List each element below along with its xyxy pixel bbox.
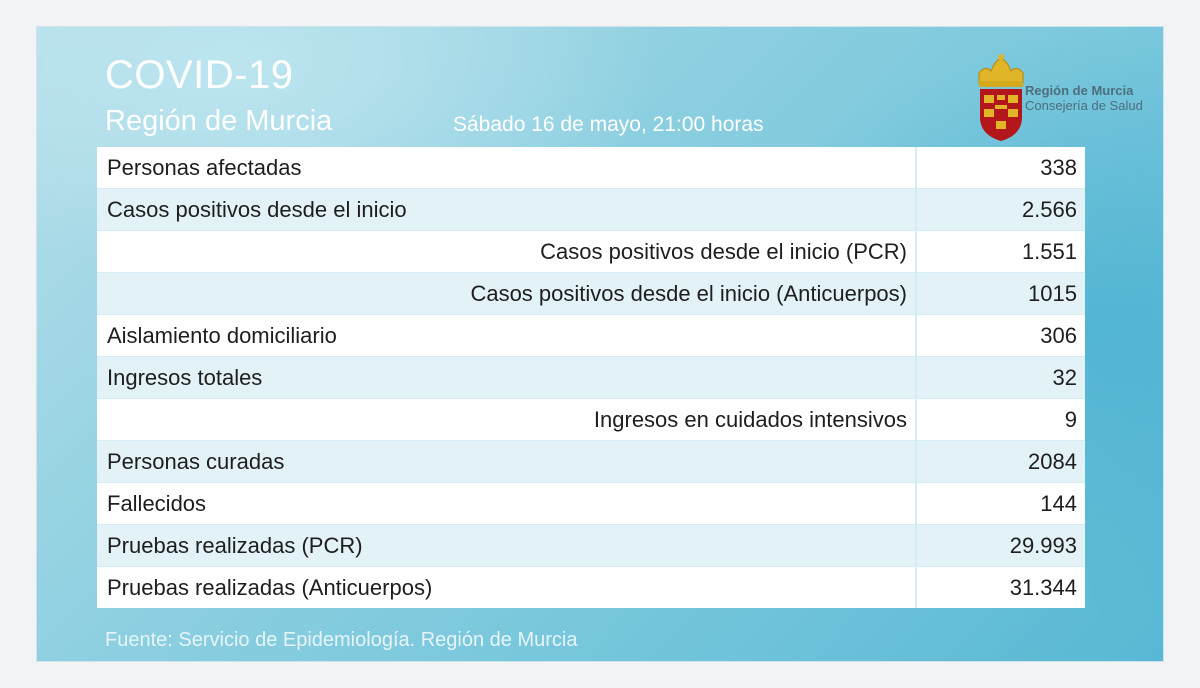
row-value: 32 [1052,364,1077,390]
table-row [97,231,1085,273]
institution-line2: Consejería de Salud [1025,98,1143,113]
row-label: Ingresos totales [97,357,917,398]
coat-of-arms-icon [971,53,1031,143]
row-label: Pruebas realizadas (Anticuerpos) [97,567,917,608]
row-value: 338 [1040,154,1077,180]
row-value: 144 [1040,490,1077,516]
table-row [97,567,1085,608]
row-label: Pruebas realizadas (PCR) [97,525,917,566]
row-label: Casos positivos desde el inicio (Anticuerpos) [97,273,917,314]
row-value: 2.566 [1021,196,1077,222]
row-label: Personas afectadas [97,147,917,188]
covid-report-card [36,26,1164,662]
table-row [97,525,1085,567]
report-date: Sábado 16 de mayo, 21:00 horas [453,113,764,136]
table-row [97,441,1085,483]
row-label: Personas curadas [97,441,917,482]
row-value: 29.993 [1009,532,1077,558]
row-value: 2084 [1028,448,1077,474]
row-value: 1015 [1028,280,1077,306]
report-title: COVID-19 [105,53,294,97]
table-row [97,189,1085,231]
institution-label [1025,83,1143,113]
row-label: Aislamiento domiciliario [97,315,917,356]
table-row [97,399,1085,441]
row-value: 306 [1040,322,1077,348]
row-label: Casos positivos desde el inicio [97,189,917,230]
row-value: 1.551 [1021,238,1077,264]
row-label: Fallecidos [97,483,917,524]
stats-table [97,147,1085,608]
row-label: Casos positivos desde el inicio (PCR) [97,231,917,272]
table-row [97,147,1085,189]
table-row [97,483,1085,525]
row-label: Ingresos en cuidados intensivos [97,399,917,440]
table-row [97,273,1085,315]
institution-line1: Región de Murcia [1025,83,1134,98]
table-row [97,315,1085,357]
row-value: 31.344 [1009,574,1077,600]
source-note: Fuente: Servicio de Epidemiología. Región de Murcia [105,629,578,651]
row-value: 9 [1064,406,1077,432]
table-row [97,357,1085,399]
report-subtitle: Región de Murcia [105,105,333,137]
